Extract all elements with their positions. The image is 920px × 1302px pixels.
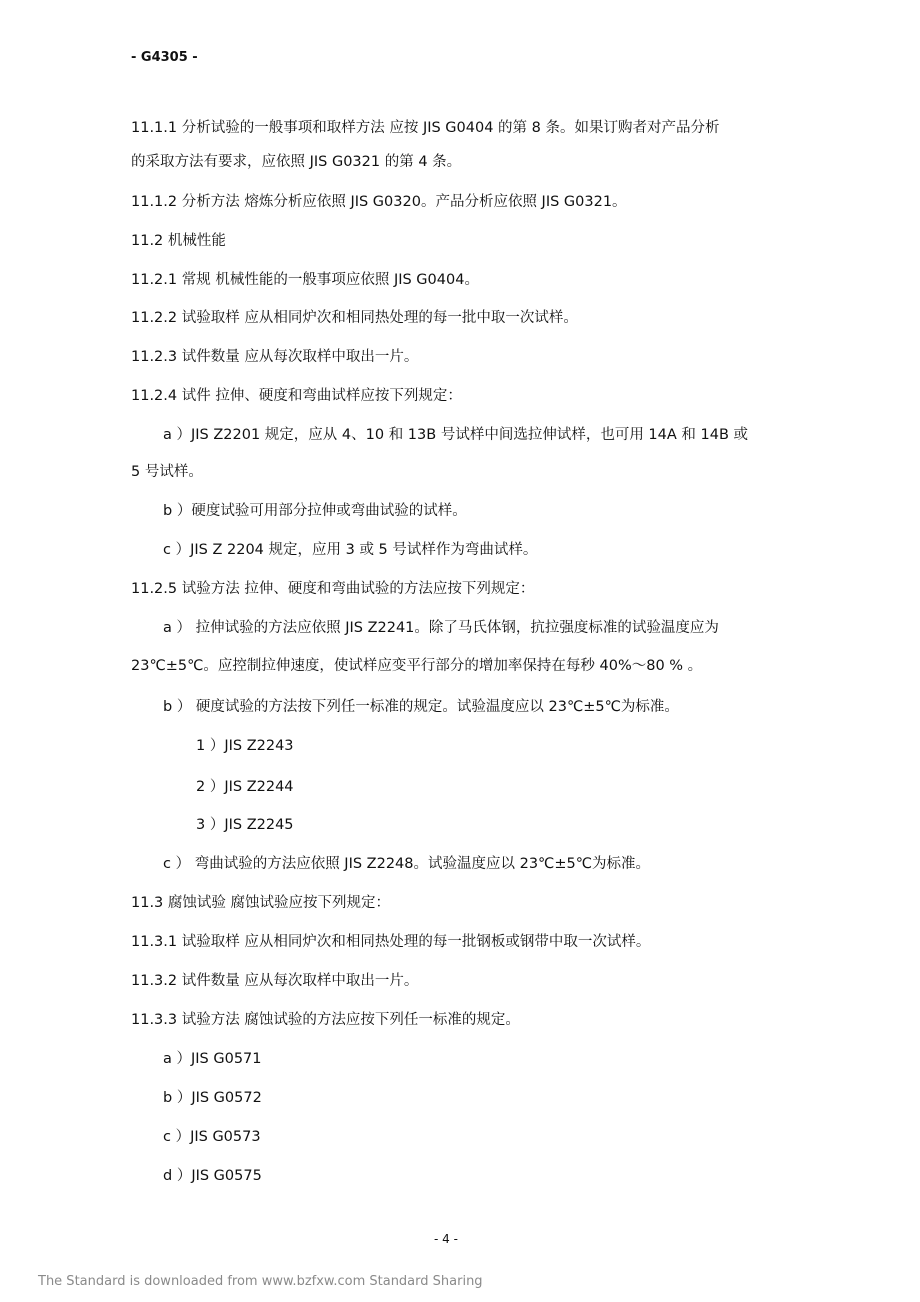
sub-list-item: 1 ）JIS Z2243 bbox=[196, 738, 294, 754]
text-line: 11.2.3 试件数量 应从每次取样中取出一片。 bbox=[131, 349, 419, 365]
list-item: a ） 拉伸试验的方法应依照 JIS Z2241。除了马氏体钢，抗拉强度标准的试验温度应为 bbox=[163, 620, 719, 636]
text-line: 11.2.2 试验取样 应从相同炉次和相同热处理的每一批中取一次试样。 bbox=[131, 310, 578, 326]
list-item: b ）JIS G0572 bbox=[163, 1090, 262, 1106]
list-item: c ）JIS G0573 bbox=[163, 1129, 261, 1145]
text-line: 11.2.5 试验方法 拉伸、硬度和弯曲试验的方法应按下列规定： bbox=[131, 581, 535, 597]
text-line: 11.3.1 试验取样 应从相同炉次和相同热处理的每一批钢板或钢带中取一次试样。 bbox=[131, 934, 651, 950]
footer-watermark: The Standard is downloaded from www.bzfxw.com Standard Sharing bbox=[38, 1274, 483, 1289]
list-item: b ）硬度试验可用部分拉伸或弯曲试验的试样。 bbox=[163, 503, 467, 519]
text-line: 23℃±5℃。应控制拉伸速度，使试样应变平行部分的增加率保持在每秒 40%～80 % 。 bbox=[131, 658, 703, 674]
list-item: d ）JIS G0575 bbox=[163, 1168, 262, 1184]
section-heading: 11.3 腐蚀试验 腐蚀试验应按下列规定： bbox=[131, 895, 391, 911]
list-item: a ）JIS Z2201 规定，应从 4、10 和 13B 号试样中间选拉伸试样，也可用 14A 和 14B 或 bbox=[163, 427, 749, 443]
list-item: c ）JIS Z 2204 规定，应用 3 或 5 号试样作为弯曲试样。 bbox=[163, 542, 538, 558]
list-item: b ） 硬度试验的方法按下列任一标准的规定。试验温度应以 23℃±5℃为标准。 bbox=[163, 699, 679, 715]
document-header: - G4305 - bbox=[131, 50, 198, 65]
text-line: 5 号试样。 bbox=[131, 464, 203, 480]
text-line: 11.3.2 试件数量 应从每次取样中取出一片。 bbox=[131, 973, 419, 989]
section-heading: 11.2 机械性能 bbox=[131, 233, 226, 249]
sub-list-item: 3 ）JIS Z2245 bbox=[196, 817, 294, 833]
text-line: 11.2.4 试件 拉伸、硬度和弯曲试样应按下列规定： bbox=[131, 388, 462, 404]
text-line: 11.2.1 常规 机械性能的一般事项应依照 JIS G0404。 bbox=[131, 272, 479, 288]
sub-list-item: 2 ）JIS Z2244 bbox=[196, 779, 294, 795]
list-item: c ） 弯曲试验的方法应依照 JIS Z2248。试验温度应以 23℃±5℃为标准。 bbox=[163, 856, 651, 872]
text-line: 的采取方法有要求，应依照 JIS G0321 的第 4 条。 bbox=[131, 154, 462, 170]
page-number: - 4 - bbox=[434, 1232, 458, 1246]
list-item: a ）JIS G0571 bbox=[163, 1051, 262, 1067]
text-line: 11.1.2 分析方法 熔炼分析应依照 JIS G0320。产品分析应依照 JIS G0321。 bbox=[131, 194, 627, 210]
text-line: 11.3.3 试验方法 腐蚀试验的方法应按下列任一标准的规定。 bbox=[131, 1012, 520, 1028]
text-line: 11.1.1 分析试验的一般事项和取样方法 应按 JIS G0404 的第 8 条。如果订购者对产品分析 bbox=[131, 120, 720, 136]
